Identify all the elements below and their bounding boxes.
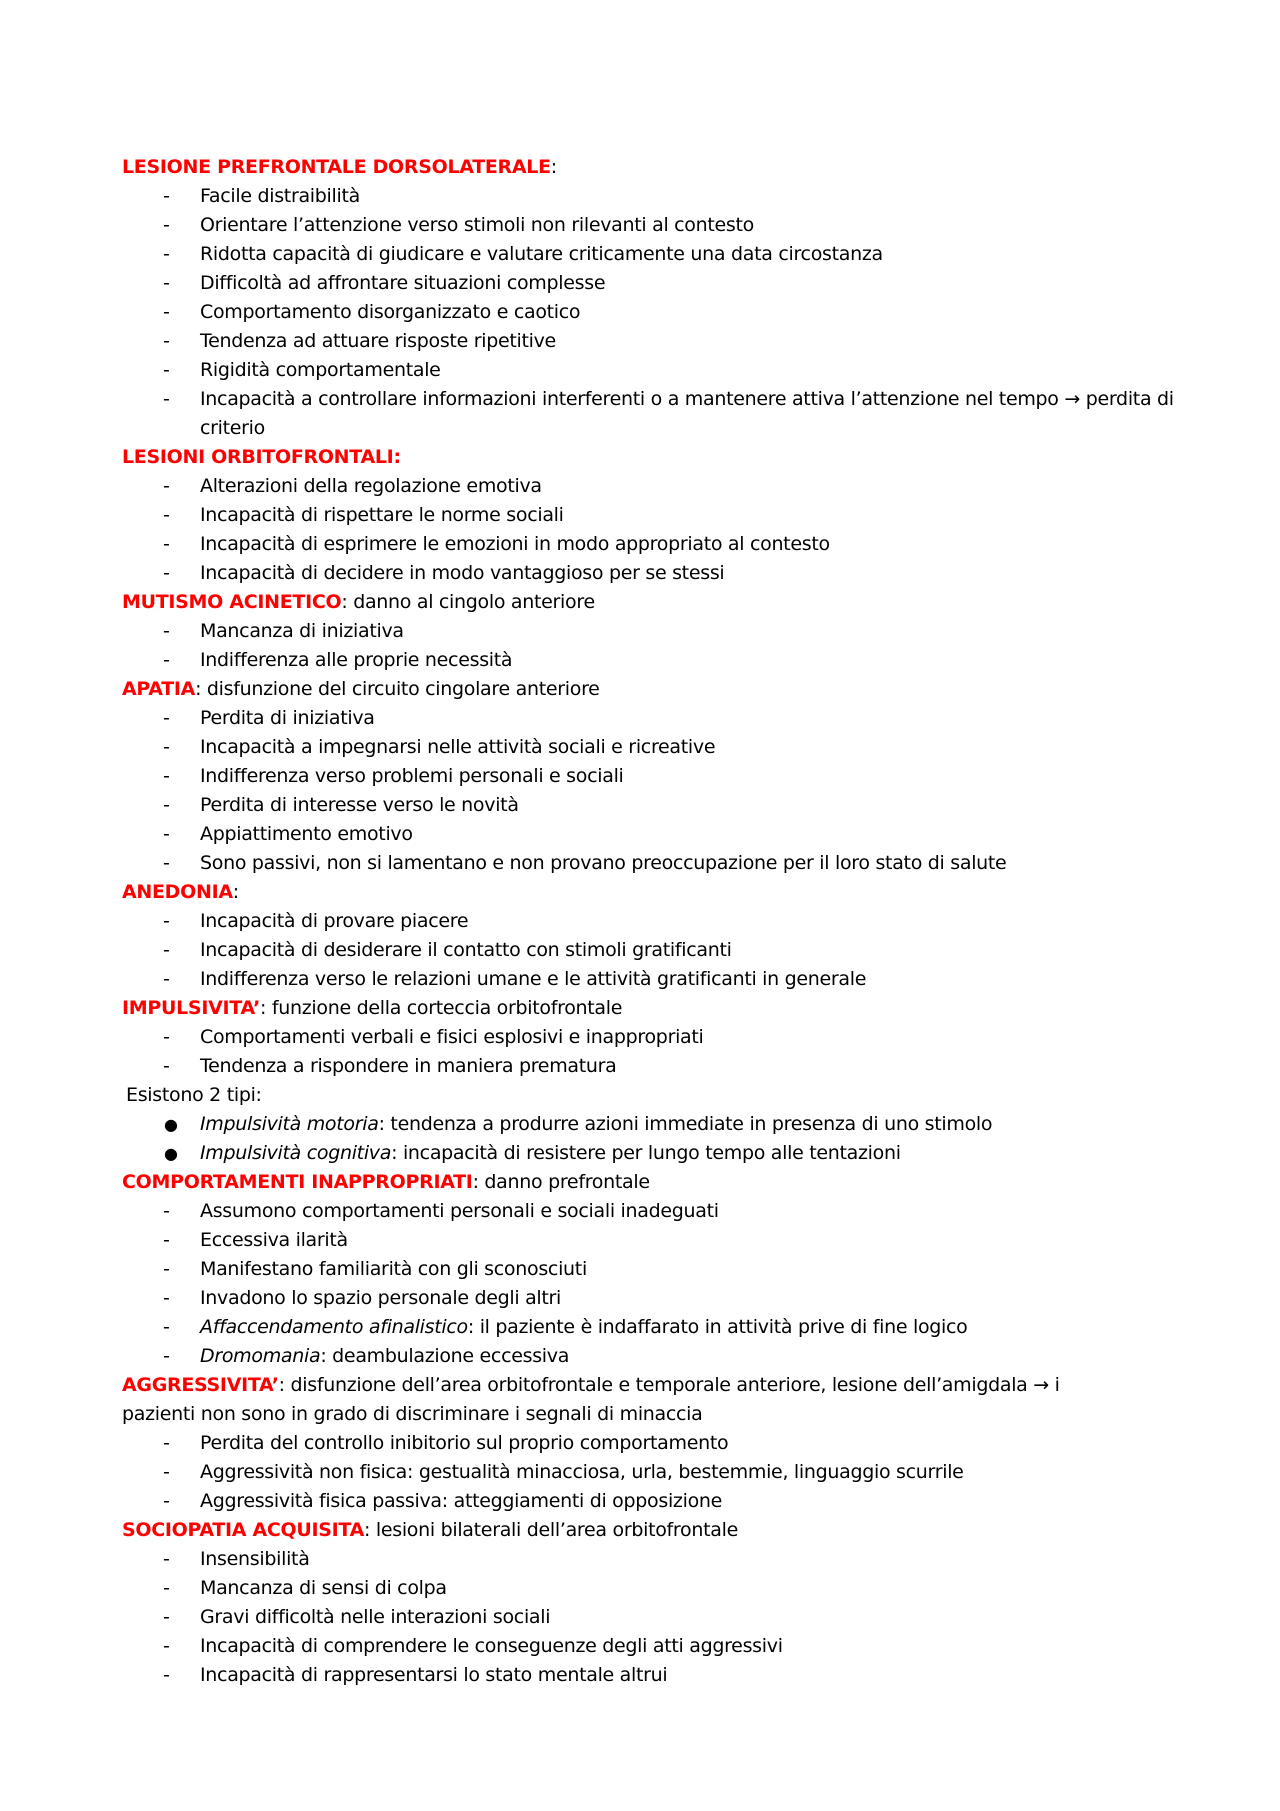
list-item — [122, 298, 1200, 327]
item-text: Ridotta capacità di giudicare e valutare criticamente una data circostanza — [200, 243, 883, 265]
dash-marker: - — [163, 1664, 170, 1686]
item-text: Orientare l’attenzione verso stimoli non rilevanti al contesto — [200, 214, 754, 236]
item-text: Gravi difficoltà nelle interazioni sociali — [200, 1606, 551, 1628]
section-acquired-sociopathy — [122, 1516, 1200, 1690]
dash-marker: - — [163, 1287, 170, 1309]
dash-marker: - — [163, 1345, 170, 1367]
dash-marker: - — [163, 649, 170, 671]
dash-marker: - — [163, 504, 170, 526]
list-item — [122, 269, 1200, 298]
dash-marker: - — [163, 968, 170, 990]
section-heading: LESIONE PREFRONTALE DORSOLATERALE: — [122, 156, 557, 178]
item-text: Incapacità di esprimere le emozioni in modo appropriato al contesto — [200, 533, 830, 555]
item-text: Tendenza ad attuare risposte ripetitive — [200, 330, 556, 352]
dash-marker: - — [163, 1606, 170, 1628]
item-text: Incapacità di comprendere le conseguenze degli atti aggressivi — [200, 1635, 783, 1657]
section-orbitofrontal — [122, 443, 1200, 588]
item-text: Incapacità a impegnarsi nelle attività sociali e ricreative — [200, 736, 716, 758]
list-item — [122, 1603, 1200, 1632]
list-item — [122, 472, 1200, 501]
section-anhedonia — [122, 878, 1200, 994]
list-item — [122, 1255, 1200, 1284]
item-text: Mancanza di sensi di colpa — [200, 1577, 447, 1599]
dash-marker: - — [163, 533, 170, 555]
section-note: Esistono 2 tipi: — [126, 1084, 262, 1106]
item-text: Indifferenza verso problemi personali e sociali — [200, 765, 624, 787]
item-term: Dromomania — [200, 1345, 321, 1367]
item-text: Incapacità di provare piacere — [200, 910, 469, 932]
list-item — [122, 1313, 1200, 1342]
item-text: Invadono lo spazio personale degli altri — [200, 1287, 562, 1309]
section-heading: ANEDONIA: — [122, 881, 239, 903]
dash-marker: - — [163, 1432, 170, 1454]
item-text: Facile distraibilità — [200, 185, 360, 207]
dash-marker: - — [163, 1229, 170, 1251]
item-text: Difficoltà ad affrontare situazioni complesse — [200, 272, 606, 294]
list-item — [122, 965, 1200, 994]
list-item — [122, 1284, 1200, 1313]
item-text: Perdita del controllo inibitorio sul proprio comportamento — [200, 1432, 729, 1454]
list-item — [122, 501, 1200, 530]
item-text: Aggressività fisica passiva: atteggiamenti di opposizione — [200, 1490, 723, 1512]
list-item — [122, 791, 1200, 820]
list-item — [122, 1429, 1200, 1458]
item-text: Incapacità di rappresentarsi lo stato mentale altrui — [200, 1664, 668, 1686]
list-item — [122, 1632, 1200, 1661]
list-item — [122, 762, 1200, 791]
item-text: Sono passivi, non si lamentano e non provano preoccupazione per il loro stato di salute — [200, 852, 1007, 874]
dash-marker: - — [163, 185, 170, 207]
dash-marker: - — [163, 1200, 170, 1222]
list-item — [122, 704, 1200, 733]
item-text: : deambulazione eccessiva — [320, 1345, 570, 1367]
dash-marker: - — [163, 359, 170, 381]
item-text: Alterazioni della regolazione emotiva — [200, 475, 542, 497]
section-heading: APATIA: disfunzione del circuito cingolare anteriore — [122, 678, 600, 700]
item-text: Indifferenza alle proprie necessità — [200, 649, 513, 671]
item-text: : il paziente è indaffarato in attività prive di fine logico — [467, 1316, 968, 1338]
dash-marker: - — [163, 301, 170, 323]
dash-marker: - — [163, 794, 170, 816]
dash-marker: - — [163, 852, 170, 874]
dash-marker: - — [163, 1316, 170, 1338]
list-item — [122, 849, 1200, 878]
dash-marker: - — [163, 330, 170, 352]
list-item — [122, 530, 1200, 559]
dash-marker: - — [163, 475, 170, 497]
list-item — [122, 1458, 1200, 1487]
dash-marker: - — [163, 272, 170, 294]
bullet-icon: ● — [164, 1144, 178, 1163]
bullet-item — [122, 1139, 1200, 1168]
section-heading: LESIONI ORBITOFRONTALI: — [122, 446, 401, 468]
item-text: Manifestano familiarità con gli sconosciuti — [200, 1258, 587, 1280]
list-item — [122, 1226, 1200, 1255]
list-item — [122, 559, 1200, 588]
list-item — [122, 617, 1200, 646]
list-item — [122, 211, 1200, 240]
list-item — [122, 1661, 1200, 1690]
item-text: Perdita di iniziativa — [200, 707, 375, 729]
list-item — [122, 907, 1200, 936]
list-item — [122, 1023, 1200, 1052]
section-dorsolateral — [122, 153, 1200, 443]
dash-marker: - — [163, 1490, 170, 1512]
item-text: Indifferenza verso le relazioni umane e le attività gratificanti in generale — [200, 968, 867, 990]
section-heading: AGGRESSIVITA’: disfunzione dell’area orbitofrontale e temporale anteriore, lesione dell’amigdala → i pazienti non sono in grado di discriminare i segnali di minaccia — [122, 1374, 1060, 1425]
item-text: : tendenza a produrre azioni immediate in presenza di uno stimolo — [378, 1113, 993, 1135]
item-text: Incapacità di rispettare le norme sociali — [200, 504, 564, 526]
dash-marker: - — [163, 562, 170, 584]
dash-marker: - — [163, 1577, 170, 1599]
item-text: Comportamento disorganizzato e caotico — [200, 301, 581, 323]
item-text: Incapacità di decidere in modo vantaggioso per se stessi — [200, 562, 725, 584]
item-text: Incapacità di desiderare il contatto con stimoli gratificanti — [200, 939, 732, 961]
section-heading: COMPORTAMENTI INAPPROPRIATI: danno prefrontale — [122, 1171, 650, 1193]
item-text: Appiattimento emotivo — [200, 823, 413, 845]
item-text: Perdita di interesse verso le novità — [200, 794, 519, 816]
section-inappropriate-behaviour — [122, 1168, 1200, 1371]
item-text: : incapacità di resistere per lungo tempo alle tentazioni — [391, 1142, 901, 1164]
dash-marker: - — [163, 1635, 170, 1657]
list-item — [122, 1052, 1200, 1081]
list-item — [122, 327, 1200, 356]
dash-marker: - — [163, 620, 170, 642]
section-heading: MUTISMO ACINETICO: danno al cingolo anteriore — [122, 591, 595, 613]
list-item — [122, 1197, 1200, 1226]
dash-marker: - — [163, 1548, 170, 1570]
dash-marker: - — [163, 1055, 170, 1077]
section-apathy — [122, 675, 1200, 878]
dash-marker: - — [163, 1461, 170, 1483]
dash-marker: - — [163, 939, 170, 961]
section-heading: SOCIOPATIA ACQUISITA: lesioni bilaterali dell’area orbitofrontale — [122, 1519, 738, 1541]
item-text: Mancanza di iniziativa — [200, 620, 404, 642]
list-item — [122, 1545, 1200, 1574]
dash-marker: - — [163, 765, 170, 787]
item-text: Tendenza a rispondere in maniera prematura — [200, 1055, 617, 1077]
section-aggressiveness — [122, 1371, 1200, 1516]
bullet-item — [122, 1110, 1200, 1139]
section-impulsivity — [122, 994, 1200, 1168]
bullet-icon: ● — [164, 1115, 178, 1134]
list-item — [122, 820, 1200, 849]
list-item — [122, 356, 1200, 385]
list-item — [122, 936, 1200, 965]
list-item — [122, 1342, 1200, 1371]
dash-marker: - — [163, 388, 170, 410]
dash-marker: - — [163, 1026, 170, 1048]
list-item — [122, 240, 1200, 269]
dash-marker: - — [163, 736, 170, 758]
item-text: Incapacità a controllare informazioni interferenti o a mantenere attiva l’attenzione nel tempo → perdita di criterio — [200, 388, 1174, 439]
list-item — [122, 385, 1200, 443]
section-heading: IMPULSIVITA’: funzione della corteccia orbitofrontale — [122, 997, 623, 1019]
list-item — [122, 733, 1200, 762]
item-text: Eccessiva ilarità — [200, 1229, 348, 1251]
dash-marker: - — [163, 910, 170, 932]
list-item — [122, 1574, 1200, 1603]
list-item — [122, 646, 1200, 675]
section-akinetic-mutism — [122, 588, 1200, 675]
item-text: Assumono comportamenti personali e sociali inadeguati — [200, 1200, 719, 1222]
list-item — [122, 1487, 1200, 1516]
item-text: Comportamenti verbali e fisici esplosivi e inappropriati — [200, 1026, 704, 1048]
dash-marker: - — [163, 214, 170, 236]
dash-marker: - — [163, 1258, 170, 1280]
item-term: Impulsività motoria — [200, 1113, 379, 1135]
item-term: Affaccendamento afinalistico — [200, 1316, 468, 1338]
dash-marker: - — [163, 243, 170, 265]
item-text: Rigidità comportamentale — [200, 359, 441, 381]
item-text: Insensibilità — [200, 1548, 310, 1570]
dash-marker: - — [163, 823, 170, 845]
item-term: Impulsività cognitiva — [200, 1142, 392, 1164]
item-text: Aggressività non fisica: gestualità minacciosa, urla, bestemmie, linguaggio scurrile — [200, 1461, 964, 1483]
list-item — [122, 182, 1200, 211]
dash-marker: - — [163, 707, 170, 729]
